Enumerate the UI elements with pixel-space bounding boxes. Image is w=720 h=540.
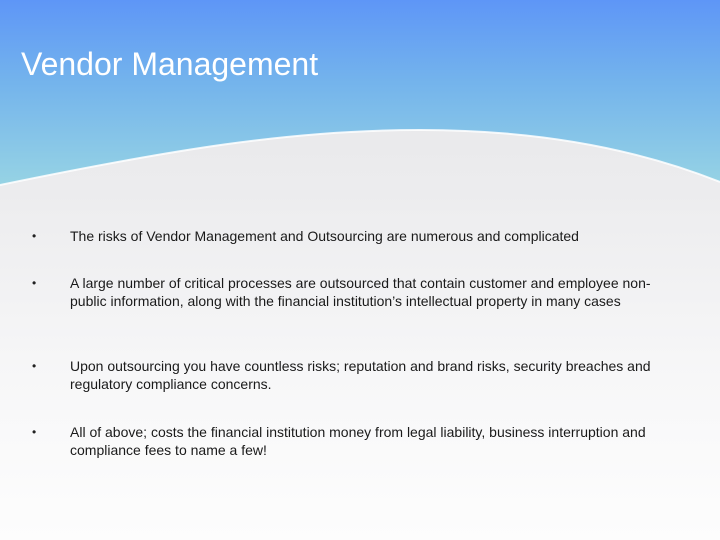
bullet-marker: • [32, 229, 37, 243]
bullet-text: Upon outsourcing you have countless risks; reputation and brand risks, security breaches and regulatory compliance concerns. [70, 358, 651, 392]
bullet-marker: • [32, 359, 37, 373]
bullet-text: The risks of Vendor Management and Outsourcing are numerous and complicated [70, 228, 579, 244]
bullet-text: A large number of critical processes are outsourced that contain customer and employee non-public information, along with the financial institution’s intellectual property in many cases [70, 275, 651, 309]
slide-title: Vendor Management [21, 46, 319, 82]
bullet-text: All of above; costs the financial institution money from legal liability, business interruption and compliance fees to name a few! [70, 424, 646, 458]
bullet-marker: • [32, 425, 37, 439]
bullet-marker: • [32, 276, 37, 290]
